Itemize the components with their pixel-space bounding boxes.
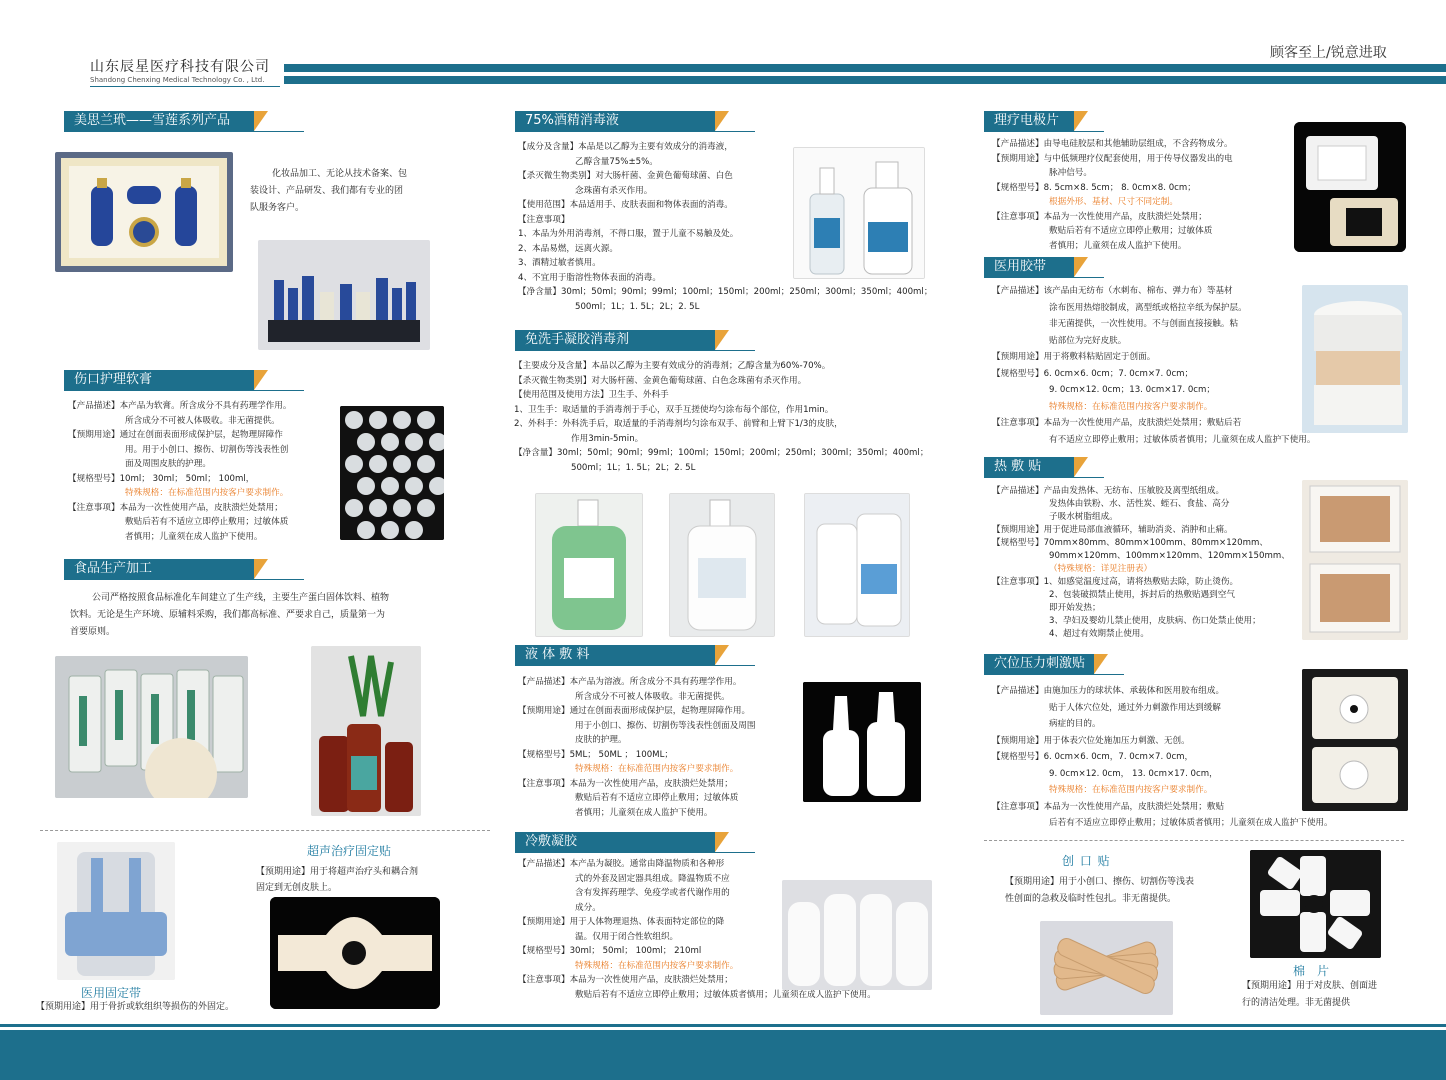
spec-line: 作用3min-5min。 — [571, 433, 644, 444]
spec-line: 敷贴后若有不适应立即停止敷用；过敏体质 — [575, 793, 739, 803]
text-line: 【预期用途】用于将超声治疗头和耦合剂 — [256, 867, 419, 877]
dashed-divider — [40, 830, 490, 831]
spec-line: 用。用于小创口、擦伤、切割伤等浅表性创 — [125, 444, 289, 455]
section-rule — [515, 350, 755, 351]
text-line: 饮料。无论是生产环境、原辅料采购，我们都高标准、严要求自己，质量第一为 — [70, 610, 386, 620]
section-rule — [515, 852, 755, 853]
hand-gel-spray-photo — [804, 493, 910, 637]
section-title-wound-ointment: 伤口护理软膏 — [64, 370, 254, 390]
spec-line: 2、本品易燃，远离火源。 — [518, 243, 618, 254]
text-line: 队服务客户。 — [250, 203, 305, 213]
food-packets-photo — [55, 656, 248, 798]
spec-line: 【产品描述】本产品为软膏。所含成分不具有药理学作用。 — [68, 401, 292, 411]
electrode-pads-image — [1294, 122, 1406, 252]
spec-line: 1、卫生手：取适量的手消毒剂于手心，双手互搓使均匀涂布每个部位，作用1min。 — [514, 404, 834, 415]
spec-line: 敷贴后若有不适应立即停止敷用；过敏体质 — [1049, 226, 1213, 236]
header-bar — [284, 64, 1446, 72]
section-title-electrode: 理疗电极片 — [984, 111, 1074, 131]
header-rule — [90, 86, 280, 87]
spec-line: 【规格型号】6. 0cm×6. 0cm；7. 0cm×7. 0cm； — [992, 368, 1194, 379]
spec-line: 特殊规格：在标准范围内按客户要求制作。 — [575, 960, 739, 971]
footer-bar — [0, 1030, 1446, 1080]
hand-gel-text — [514, 359, 928, 475]
cosmetics-gift-box-photo — [55, 152, 233, 272]
spec-line: 【注意事项】本品为一次性使用产品，皮肤溃烂处禁用； — [518, 778, 733, 789]
cosmetics-description — [250, 166, 407, 217]
section-rule — [515, 665, 755, 666]
spec-line: 3、孕妇及婴幼儿禁止使用，皮肤病、伤口处禁止使用； — [1049, 616, 1261, 626]
heat-patches-image — [1302, 480, 1408, 640]
section-title-heat-patch: 热 敷 贴 — [984, 457, 1074, 477]
spec-line: 特殊规格：在标准范围内按客户要求制作。 — [1049, 401, 1213, 412]
section-rule — [984, 277, 1104, 278]
text-line: 固定到无创皮肤上。 — [256, 883, 338, 893]
spec-line: 【产品描述】产品由发热体、无纺布、压敏胶及离型纸组成。 — [992, 486, 1225, 496]
spec-line: 【预期用途】用于促进局部血液循环，辅助消炎、消肿和止痛。 — [992, 525, 1233, 535]
text-line: 【预期用途】用于小创口、擦伤、切割伤等浅表 — [1005, 877, 1195, 887]
spec-line: 【注意事项】本品为一次性使用产品，皮肤溃烂处禁用； — [992, 211, 1207, 222]
spec-line: 【杀灭微生物类别】对大肠杆菌、金黄色葡萄球菌、白色 — [518, 171, 733, 181]
food-packets-image — [55, 656, 248, 798]
hand-gel-white-photo — [669, 493, 775, 637]
spec-line: 病症的目的。 — [1049, 719, 1101, 729]
footer-rule — [0, 1024, 1446, 1027]
spec-line: 500ml；1L；1. 5L；2L；2. 5L — [571, 462, 696, 473]
bandage-desc — [1005, 874, 1194, 908]
spec-line: 【注意事项】 — [518, 214, 570, 225]
food-description — [70, 590, 389, 641]
spec-line: 【规格型号】70mm×80mm、80mm×100mm、80mm×120mm、 — [992, 538, 1268, 548]
spec-line: 【预期用途】与中低频理疗仪配套使用，用于传导仪器发出的电 — [992, 153, 1233, 164]
slogan: 顾客至上/锐意进取 — [1270, 45, 1387, 61]
spec-line: 【注意事项】本品为一次性使用产品，皮肤溃烂处禁用；敷贴 — [992, 801, 1225, 812]
spec-line: 【预期用途】通过在创面表面形成保护层，起物理屏障作用。 — [518, 706, 751, 716]
spec-line: 所含成分不可被人体吸收。非无菌提供。 — [575, 691, 730, 702]
spec-line: 2、外科手：外科洗手后，取适量的手消毒剂均匀涂布双手、前臂和上臂下1/3的皮肤， — [514, 419, 843, 429]
spec-line: 4、超过有效期禁止使用。 — [1049, 629, 1149, 639]
spec-line: 【注意事项】1、如感觉温度过高，请将热敷贴去除，防止烫伤。 — [992, 577, 1239, 587]
spec-line: 温。仅用于闭合性软组织。 — [575, 931, 679, 942]
spec-line: 【产品描述】该产品由无纺布（水刺布、棉布、弹力布）等基材 — [992, 286, 1233, 296]
alcohol-bottles-photo — [793, 147, 925, 279]
spec-line: 念珠菌有杀灭作用。 — [575, 185, 653, 196]
medical-tape-text — [992, 283, 1315, 448]
section-rule — [64, 390, 304, 391]
bandage-title: 创 口 贴 — [1062, 854, 1111, 868]
spec-line: 【主要成分及含量】本品以乙醇为主要有效成分的消毒剂；乙醇含量为60%-70%。 — [514, 361, 831, 371]
spec-line: 乙醇含量75%±5%。 — [575, 156, 658, 167]
section-rule — [984, 674, 1124, 675]
text-line: 【预期用途】用于对皮肤、创面进 — [1242, 981, 1378, 991]
spec-line: 敷贴后若有不适应立即停止敷用；过敏体质者慎用；儿童须在成人监护下使用。 — [575, 989, 876, 1000]
section-title-food: 食品生产加工 — [64, 559, 254, 579]
bandage-photo — [1040, 921, 1173, 1015]
section-rule — [64, 579, 304, 580]
spec-line: 特殊规格：在标准范围内按客户要求制作。 — [575, 764, 739, 774]
fixation-belt-photo — [57, 842, 175, 980]
spec-line: 非无菌提供，一次性使用。不与创面直接接触。粘 — [1049, 319, 1239, 329]
spec-line: 皮肤的护理。 — [575, 735, 627, 745]
spec-line: 敷贴后若有不适应立即停止敷用；过敏体质 — [125, 517, 289, 527]
spec-line: 【产品描述】本产品为溶液。所含成分不具有药理学作用。 — [518, 677, 742, 687]
heat-patches-photo — [1302, 480, 1408, 640]
section-rule — [64, 131, 304, 132]
acupoint-patches-photo — [1302, 669, 1408, 811]
text-line: 化妆品加工、无论从技术备案、包 — [272, 169, 408, 179]
spec-line: 式的外套及固定器具组成。降温物质不应 — [575, 873, 730, 884]
spec-line: 子吸水树脂组成。 — [1049, 512, 1118, 522]
spec-line: 成分。 — [575, 902, 601, 913]
acupoint-patches-image — [1302, 669, 1408, 811]
cosmetics-display-image — [258, 240, 430, 350]
acupoint-patch-text — [992, 683, 1333, 832]
text-line: 装设计、产品研发、我们都有专业的团 — [250, 186, 404, 196]
spec-line: 【规格型号】6. 0cm×6. 0cm，7. 0cm×7. 0cm， — [992, 752, 1194, 762]
spec-line: 【规格型号】10ml； 30ml； 50ml； 100ml， — [68, 473, 255, 484]
spec-line: 特殊规格：在标准范围内按客户要求制作。 — [125, 488, 289, 498]
section-title-cosmetics: 美思兰玳——雪莲系列产品 — [64, 111, 254, 131]
spec-line: 【注意事项】本品为一次性使用产品，皮肤溃烂处禁用； — [518, 975, 733, 985]
spec-line: 500ml；1L；1. 5L；2L；2. 5L — [575, 301, 700, 312]
company-name-en: Shandong Chenxing Medical Technology Co. , Ltd. — [90, 76, 265, 84]
alcohol-bottles-image — [794, 148, 924, 278]
spec-line: 所含成分不可被人体吸收。非无菌提供。 — [125, 415, 280, 426]
text-line: 首要原则。 — [70, 627, 116, 637]
spec-line: 【杀灭微生物类别】对大肠杆菌、金黄色葡萄球菌、白色念珠菌有杀灭作用。 — [514, 375, 807, 386]
fixation-belt-desc: 【预期用途】用于骨折或软组织等损伤的外固定。 — [36, 1002, 235, 1012]
cold-gel-bottles-photo — [782, 880, 932, 990]
tape-rolls-photo — [1302, 285, 1408, 433]
fixation-belt-title: 医用固定带 — [81, 986, 142, 1000]
spec-line: 【规格型号】5ML； 50ML ； 100ML； — [518, 749, 673, 760]
spec-line: 2、包装破损禁止使用，拆封后的热敷贴遇到空气 — [1049, 590, 1235, 600]
ultrasound-patch-photo — [270, 897, 440, 1009]
spec-line: 3、酒精过敏者慎用。 — [518, 258, 601, 268]
ultrasound-patch-desc — [256, 864, 418, 896]
spec-line: 【预期用途】用于人体物理退热、体表面特定部位的降 — [518, 917, 725, 927]
hand-gel-green-image — [536, 494, 642, 636]
text-line: 行的清洁处理。非无菌提供 — [1242, 998, 1351, 1008]
electrode-text — [992, 137, 1233, 253]
spec-line: 9. 0cm×12. 0cm， 13. 0cm×17. 0cm， — [1049, 768, 1218, 779]
electrode-pads-photo — [1294, 122, 1406, 252]
spec-line: 【注意事项】本品为一次性使用产品，皮肤溃烂处禁用； — [68, 502, 283, 513]
cotton-pads-photo — [1250, 850, 1381, 958]
spec-line: 【产品描述】由导电硅胶层和其他辅助层组成，不含药物成分。 — [992, 139, 1233, 149]
dropper-bottles-image — [803, 682, 921, 802]
drink-bottles-image — [311, 646, 421, 816]
spec-line: 用于小创口、擦伤、切割伤等浅表性创面及周围 — [575, 720, 756, 731]
section-title-cold-gel: 冷敷凝胶 — [515, 832, 715, 852]
spec-line: 脉冲信号。 — [1049, 168, 1092, 178]
spec-line: 【产品描述】由施加压力的球状体、承载体和医用胶布组成。 — [992, 686, 1225, 696]
spec-line: 贴于人体穴位处，通过外力刺激作用达到缓解 — [1049, 702, 1221, 713]
fixation-belt-image — [57, 842, 175, 980]
section-title-alcohol: 75%酒精消毒液 — [515, 111, 715, 131]
spec-line: 贴部位为完好皮肤。 — [1049, 335, 1127, 346]
cotton-pads-image — [1250, 850, 1381, 958]
hand-gel-green-photo — [535, 493, 643, 637]
spec-line: 9. 0cm×12. 0cm；13. 0cm×17. 0cm； — [1049, 385, 1215, 395]
spec-line: 【规格型号】30ml； 50ml； 100ml； 210ml — [518, 946, 702, 956]
spec-line: 特殊规格：在标准范围内按客户要求制作。 — [1049, 785, 1213, 795]
section-title-hand-gel: 免洗手凝胶消毒剂 — [515, 330, 715, 350]
spec-line: 【成分及含量】本品是以乙醇为主要有效成分的消毒液， — [518, 142, 733, 152]
ointment-tubes-image — [340, 406, 444, 540]
cosmetics-display-photo — [258, 240, 430, 350]
hand-gel-spray-image — [805, 494, 909, 636]
hand-gel-white-image — [670, 494, 774, 636]
tape-rolls-image — [1302, 285, 1408, 433]
drink-bottles-photo — [311, 646, 421, 816]
section-rule — [515, 131, 755, 132]
spec-line: 面及周围皮肤的护理。 — [125, 459, 211, 469]
cotton-pad-desc — [1242, 978, 1377, 1012]
spec-line: 【规格型号】8. 5cm×8. 5cm； 8. 0cm×8. 0cm； — [992, 182, 1196, 193]
text-line: 性创面的急救及临时性包扎。非无菌提供。 — [1005, 894, 1177, 904]
ultrasound-patch-image — [270, 897, 440, 1009]
header-bar-lower — [284, 76, 1446, 84]
spec-line: 【预期用途】通过在创面表面形成保护层，起物理屏障作 — [68, 430, 283, 440]
spec-line: 【使用范围】本品适用手、皮肤表面和物体表面的消毒。 — [518, 200, 733, 210]
company-name: 山东辰星医疗科技有限公司 — [90, 59, 270, 75]
spec-line: 【使用范围及使用方法】卫生手、外科手 — [514, 390, 669, 400]
section-title-liquid-dressing: 液 体 敷 料 — [515, 645, 715, 665]
text-line: 公司严格按照食品标准化车间建立了生产线，主要生产蛋白固体饮料、植物 — [92, 593, 390, 603]
spec-line: 1、本品为外用消毒剂，不得口服，置于儿童不易触及处。 — [518, 229, 739, 239]
dropper-bottles-photo — [803, 682, 921, 802]
spec-line: 【净含量】30ml；50ml；90ml；99ml；100ml；150ml；200ml；250ml；300ml；350ml；400ml； — [518, 287, 933, 297]
spec-line: 者慎用；儿童须在成人监护下使用。 — [125, 531, 263, 542]
spec-line: 涂布医用热熔胶制成，离型纸或格拉辛纸为保护层。 — [1049, 302, 1247, 313]
wound-ointment-text — [68, 399, 291, 544]
spec-line: 【产品描述】本产品为凝胶。通常由降温物质和各种形 — [518, 859, 725, 869]
cotton-pad-title: 棉 片 — [1293, 964, 1330, 978]
spec-line: 【预期用途】用于体表穴位处施加压力刺激、无创。 — [992, 735, 1190, 746]
section-title-medical-tape: 医用胶带 — [984, 257, 1074, 277]
spec-line: 根据外形、基材、尺寸不同定制。 — [1049, 197, 1178, 207]
section-rule — [984, 131, 1104, 132]
spec-line: 【净含量】30ml；50ml；90ml；99ml；100ml；150ml；200ml；250ml；300ml；350ml；400ml； — [514, 448, 929, 458]
spec-line: 有不适应立即停止敷用；过敏体质者慎用；儿童须在成人监护下使用。 — [1049, 434, 1316, 445]
dashed-divider — [984, 840, 1404, 841]
spec-line: 后若有不适应立即停止敷用；过敏体质者慎用；儿童须在成人监护下使用。 — [1049, 818, 1333, 828]
spec-line: （特殊规格：详见注册表） — [1049, 564, 1153, 574]
bandage-image — [1040, 921, 1173, 1015]
spec-line: 含有发挥药理学、免疫学或者代谢作用的 — [575, 888, 730, 898]
spec-line: 【预期用途】用于将敷料粘贴固定于创面。 — [992, 352, 1156, 362]
section-title-acupoint-patch: 穴位压力刺激贴 — [984, 654, 1094, 674]
spec-line: 4、不宜用于脂溶性物体表面的消毒。 — [518, 272, 661, 283]
cosmetics-gift-box-image — [55, 152, 233, 272]
spec-line: 者慎用；儿童须在成人监护下使用。 — [575, 807, 713, 818]
ultrasound-patch-title: 超声治疗固定贴 — [307, 844, 392, 858]
spec-line: 即开始发热； — [1049, 603, 1101, 613]
liquid-dressing-text — [518, 675, 755, 820]
spec-line: 90mm×120mm、100mm×120mm、120mm×150mm、 — [1049, 551, 1290, 561]
spec-line: 者慎用；儿童须在成人监护下使用。 — [1049, 240, 1187, 251]
heat-patch-text — [992, 485, 1290, 641]
cold-gel-bottles-image — [782, 880, 932, 990]
ointment-tubes-photo — [340, 406, 444, 540]
section-rule — [984, 477, 1104, 478]
spec-line: 【注意事项】本品为一次性使用产品，皮肤溃烂处禁用；敷贴后若 — [992, 418, 1242, 428]
spec-line: 发热体由铁粉、水、活性炭、蛭石、食盐、高分 — [1049, 499, 1230, 509]
